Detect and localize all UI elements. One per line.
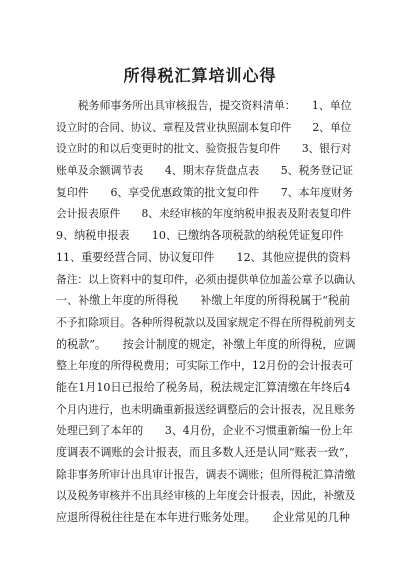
body-text-line: 一、补缴上年度的所得税 补缴上年度的所得税属于“税前: [56, 294, 351, 308]
body-text-line: 度调表不调账的会计报表，而且多数人还是认同“账表一致”，: [56, 446, 356, 459]
body-text-line: 设立时的合同、协议、章程及营业执照副本复印件 2、单位: [56, 120, 352, 134]
document-title: 所得税汇算培训心得: [123, 66, 277, 85]
body-text-line: 设立时的和以后变更时的批文、验资报告复印件 3、银行对: [56, 142, 352, 156]
body-text-line: 复印件 6、享受优惠政策的批文复印件 7、本年度财务: [56, 185, 354, 199]
document-body: [56, 95, 356, 529]
body-text-line: 能在1月10日已报给了税务局，税法规定汇算清缴在年终后4: [56, 380, 351, 394]
body-text-line: 备注：以上资料中的复印件，必须由提供单位加盖公章予以确认: [56, 272, 356, 286]
body-text-line: 个月内进行，也未明确重新报送经调整后的会计报表，况且账务: [56, 402, 356, 416]
body-text-line: 以及税务审核并不出具经审核的上年度会计报表，因此，补缴及: [56, 489, 356, 503]
body-text-line: 不予扣除项目。各种所得税款以及国家规定不得在所得税前列支: [56, 315, 356, 329]
body-text-line: 应退所得税往往是在本年进行账务处理。 企业常见的几种: [56, 511, 350, 525]
body-text-line: 账单及余额调节表 4、期末存货盘点表 5、税务登记证: [56, 164, 354, 178]
body-text-line: 会计报表原件 8、未经审核的年度纳税申报表及附表复印件: [56, 207, 352, 221]
body-text-line: 税务师事务所出具审核报告，提交资料清单： 1、单位: [56, 99, 352, 112]
body-text-line: 11、重要经营合同、协议复印件 12、其他应提供的资料: [56, 250, 351, 264]
body-text-line: 除非事务所审计出具审计报告，调表不调账；但所得税汇算清缴: [56, 467, 356, 481]
body-text-line: 的税款”。 按会计制度的规定，补缴上年度的所得税，应调: [56, 337, 356, 351]
body-text-line: 整上年度的所得税费用；可实际工作中，12月份的会计报表可: [56, 359, 354, 373]
body-text-line: 9、纳税申报表 10、已缴纳各项税款的纳税凭证复印件: [56, 229, 344, 243]
body-text-line: 处理已到了本年的 3、4月份，企业不习惯重新编一份上年: [56, 424, 354, 438]
